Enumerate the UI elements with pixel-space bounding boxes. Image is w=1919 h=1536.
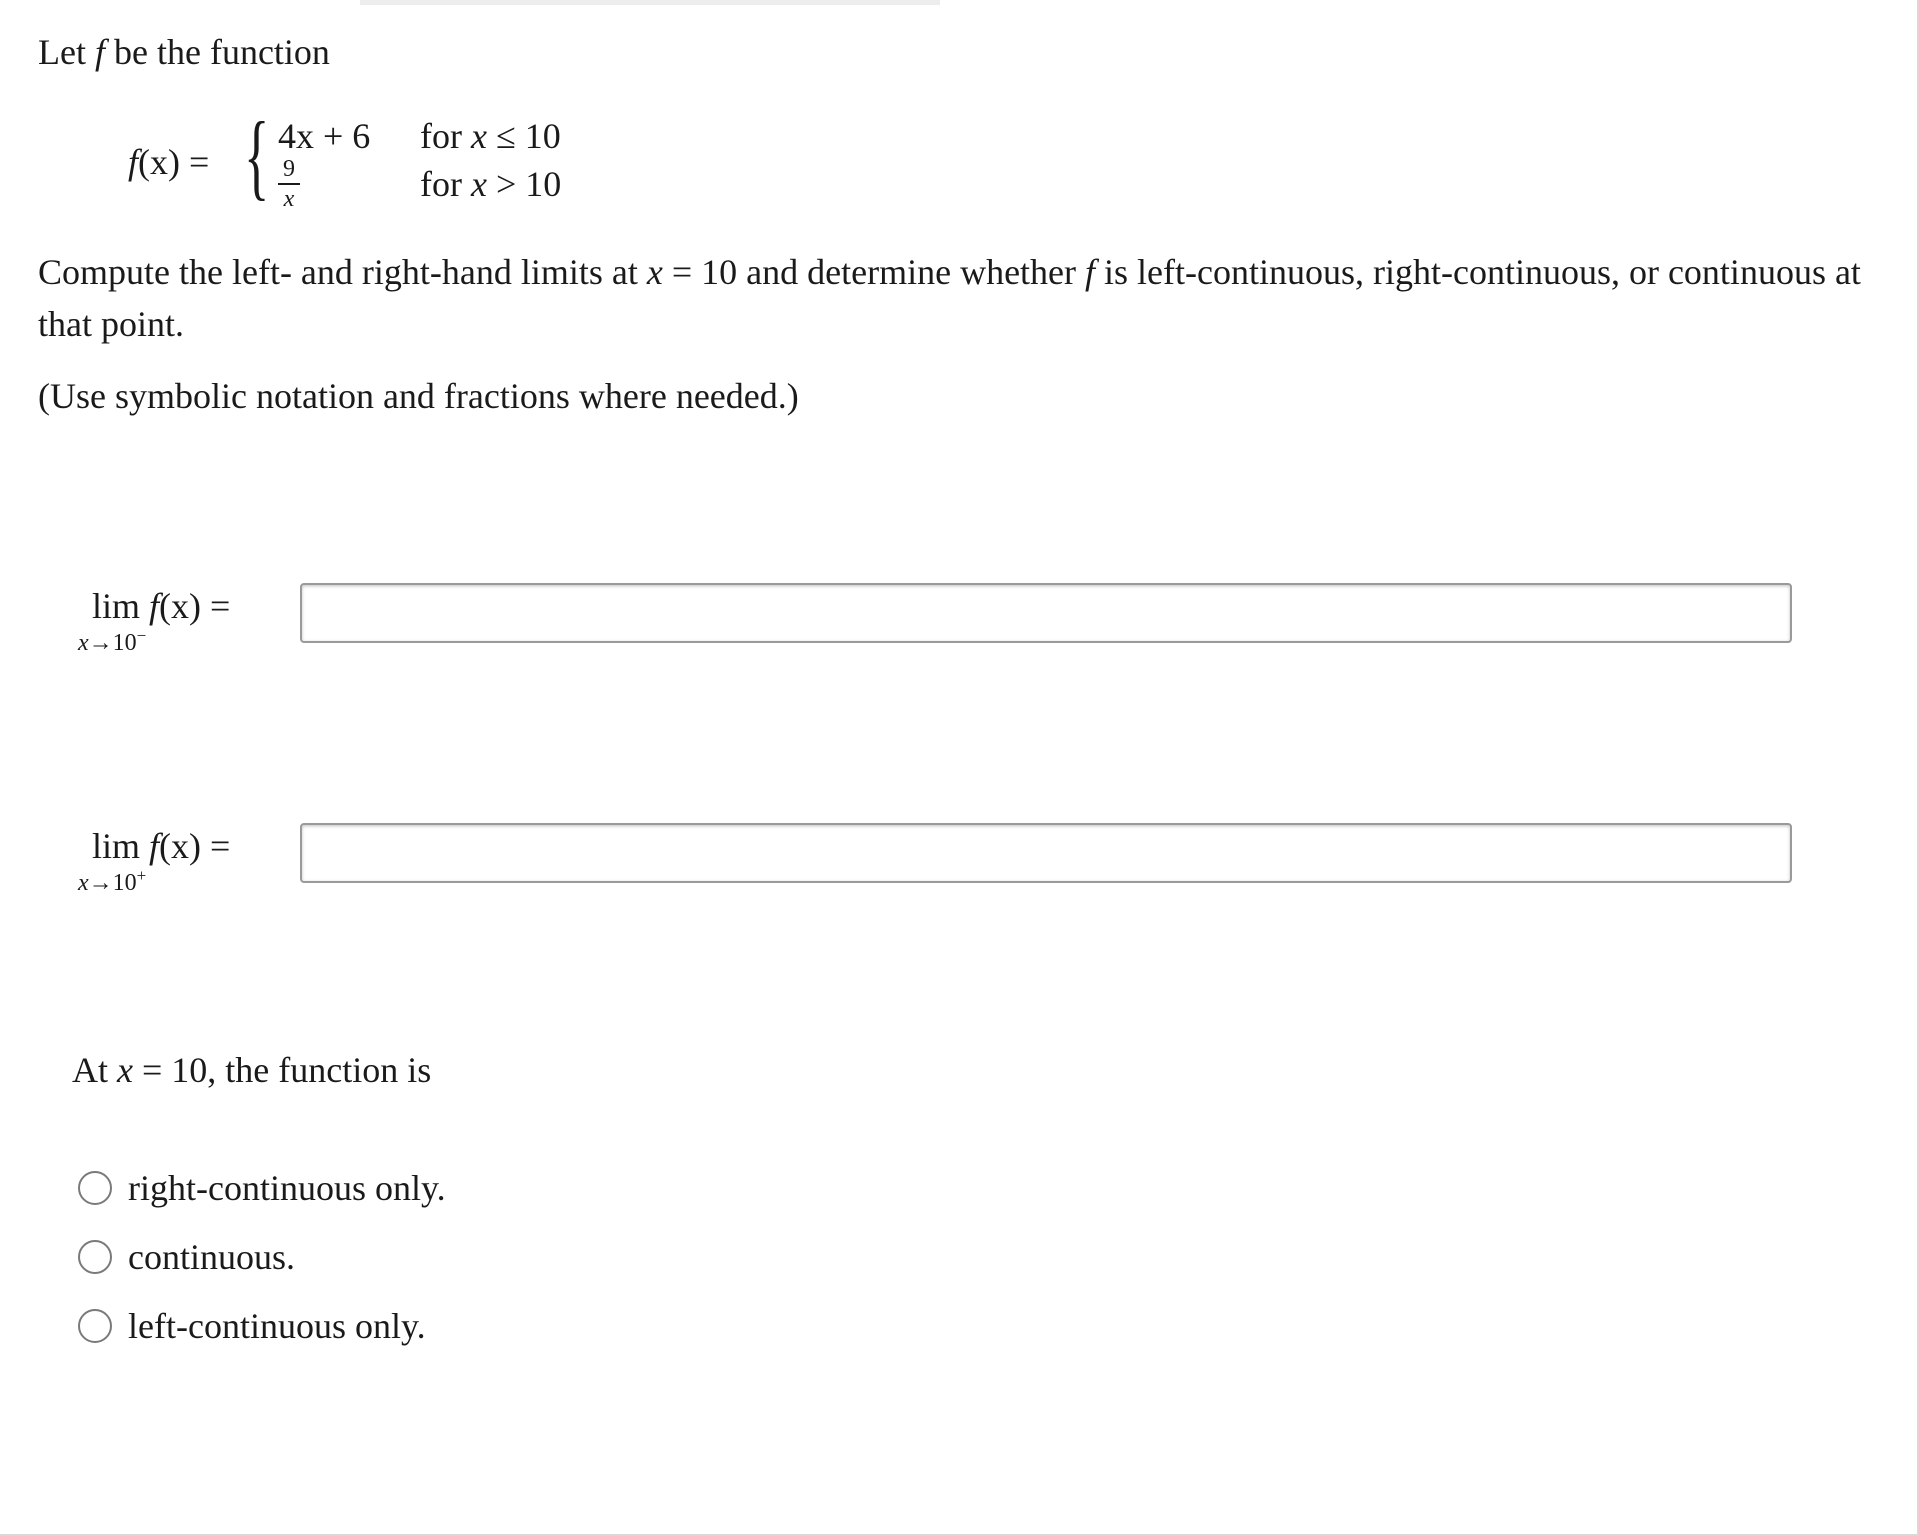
top-scroll-strip (360, 0, 940, 5)
continuity-prompt-a: At (72, 1050, 108, 1090)
question-line1-c: is left-continuous, right-continuous, or continuous at (1104, 252, 1861, 292)
right-limit-sub-var: x (78, 870, 89, 896)
piece2-cond-var: x (470, 164, 487, 204)
definition-lhs-f: f (128, 142, 139, 182)
definition-lhs (128, 140, 209, 184)
radio-button[interactable] (78, 1309, 112, 1343)
intro-rest: be the function (114, 32, 330, 72)
question-hint: (Use symbolic notation and fractions where needed.) (38, 376, 799, 416)
question-line-1 (38, 250, 1861, 294)
intro-let: Let (38, 32, 86, 72)
piece1-cond-var: x (470, 116, 487, 156)
piece2-numerator: 9 (283, 156, 295, 182)
option-label: left-continuous only. (128, 1306, 426, 1346)
right-limit-f: f (149, 826, 160, 866)
right-limit-lim: lim (92, 826, 141, 866)
radio-button[interactable] (78, 1171, 112, 1205)
piece1-expression: 4x + 6 (278, 116, 371, 156)
radio-button[interactable] (78, 1240, 112, 1274)
left-limit-sub-sign: − (136, 626, 147, 645)
question-line-2: that point. (38, 304, 184, 344)
right-limit-input[interactable] (300, 823, 1792, 883)
question-line1-a: Compute the left- and right-hand limits at (38, 252, 638, 292)
option-label: continuous. (128, 1237, 295, 1277)
option-continuous[interactable] (78, 1235, 295, 1279)
left-limit-sub-var: x (78, 630, 89, 656)
piece1-cond-rest: ≤ 10 (495, 116, 561, 156)
left-limit-subscript (78, 622, 146, 657)
question-line1-x: x (646, 252, 663, 292)
left-limit-arg: (x) = (159, 586, 231, 626)
left-limit-sub-rest: →10 (88, 630, 137, 656)
left-brace: { (244, 102, 270, 209)
piece2-fraction (278, 157, 300, 211)
piece2-denominator: x (283, 186, 295, 212)
left-limit-input[interactable] (300, 583, 1792, 643)
piece1-cond-word: for (420, 116, 462, 156)
intro-f: f (94, 32, 105, 72)
left-limit-f: f (149, 586, 160, 626)
piece2-cond-rest: > 10 (495, 164, 562, 204)
right-limit-sub-sign: + (136, 866, 147, 885)
option-label: right-continuous only. (128, 1168, 446, 1208)
continuity-prompt (72, 1048, 431, 1092)
fraction-bar (278, 183, 300, 185)
question-line1-f: f (1085, 252, 1096, 292)
piece2-cond-word: for (420, 164, 462, 204)
right-limit-sub-rest: →10 (88, 870, 137, 896)
option-left-continuous[interactable] (78, 1304, 426, 1348)
option-right-continuous[interactable] (78, 1166, 446, 1210)
right-limit-subscript (78, 862, 146, 897)
continuity-prompt-b: = 10, the function is (141, 1050, 432, 1090)
intro-line (38, 30, 330, 74)
continuity-prompt-x: x (117, 1050, 133, 1090)
piece1-condition (420, 114, 561, 158)
piece2-condition (420, 162, 561, 206)
left-limit-lim: lim (92, 586, 141, 626)
right-limit-arg: (x) = (159, 826, 231, 866)
question-line1-b: = 10 and determine whether (671, 252, 1077, 292)
definition-lhs-arg: (x) = (138, 142, 210, 182)
